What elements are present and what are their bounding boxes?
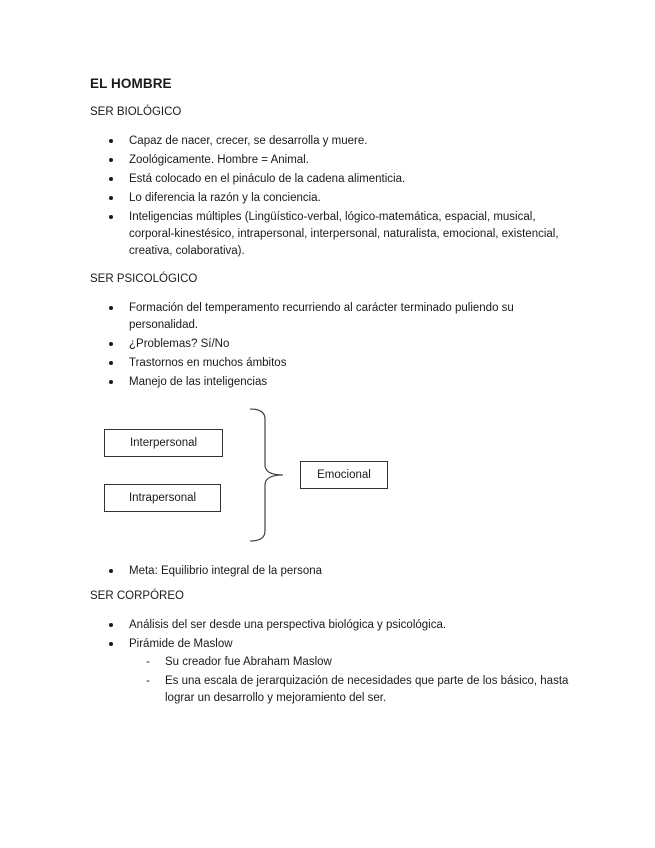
section-heading-biologico: SER BIOLÓGICO (90, 106, 182, 118)
maslow-sublist (146, 654, 576, 709)
intrapersonal-box: Intrapersonal (104, 484, 221, 512)
section-heading-corporeo: SER CORPÓREO (90, 590, 184, 602)
sub-list-item: - Es una escala de jerarquización de necesidades que parte de los básico, hasta lograr un desarrollo y mejoramiento del ser. (146, 673, 576, 708)
meta-list (106, 563, 566, 582)
list-item: Zoológicamente. Hombre = Animal. (106, 152, 566, 169)
biologico-list (106, 133, 566, 262)
psicologico-list (106, 300, 566, 393)
list-item: Formación del temperamento recurriendo al carácter terminado puliendo su personalidad. (106, 300, 566, 334)
section-heading-psicologico: SER PSICOLÓGICO (90, 273, 198, 285)
emocional-box: Emocional (300, 461, 388, 489)
corporeo-list (106, 617, 566, 655)
list-item: Meta: Equilibrio integral de la persona (106, 563, 566, 580)
list-item: Inteligencias múltiples (Lingüístico-verbal, lógico-matemática, espacial, musical, corporal-kinestésico, intrapersonal, interpersonal, naturalista, emocional, existencial, creativa, colaborativa). (106, 209, 566, 260)
list-item: Manejo de las inteligencias (106, 374, 566, 391)
list-item: Está colocado en el pináculo de la cadena alimenticia. (106, 171, 566, 188)
list-item: Lo diferencia la razón y la conciencia. (106, 190, 566, 207)
list-item: Capaz de nacer, crecer, se desarrolla y muere. (106, 133, 566, 150)
list-item: Trastornos en muchos ámbitos (106, 355, 566, 372)
curly-brace (245, 405, 290, 545)
list-item: Análisis del ser desde una perspectiva biológica y psicológica. (106, 617, 566, 634)
list-item: Pirámide de Maslow (106, 636, 566, 653)
list-item: ¿Problemas? Sí/No (106, 336, 566, 353)
document-title: EL HOMBRE (90, 76, 172, 91)
interpersonal-box: Interpersonal (104, 429, 223, 457)
sub-list-item: - Su creador fue Abraham Maslow (146, 654, 576, 672)
